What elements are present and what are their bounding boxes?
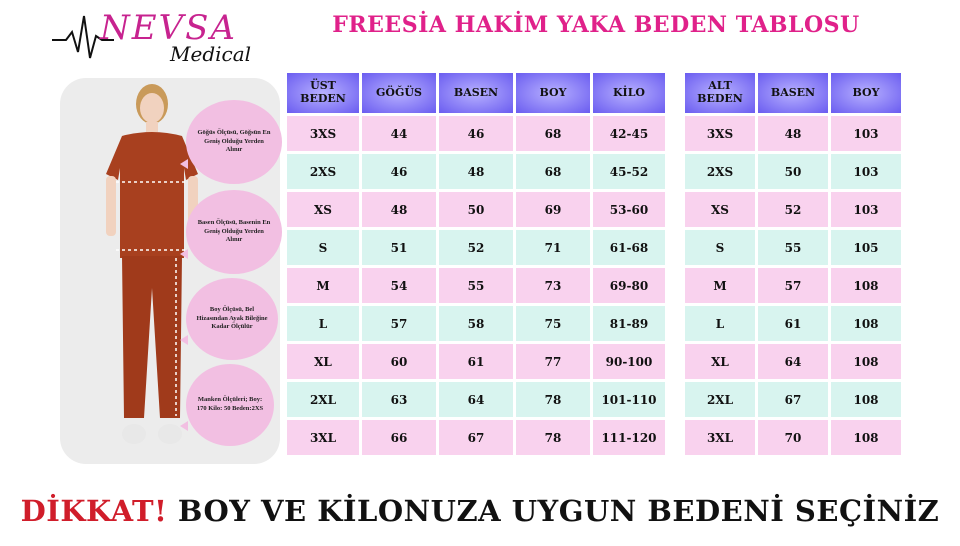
column-header: ÜST BEDEN	[287, 73, 359, 113]
table-row	[685, 154, 901, 189]
table-cell: 68	[516, 116, 590, 151]
table-row	[287, 268, 665, 303]
table-cell: 52	[758, 192, 828, 227]
lower-size-table	[682, 70, 904, 458]
table-cell: 64	[439, 382, 513, 417]
table-cell: 52	[439, 230, 513, 265]
table-row	[287, 116, 665, 151]
table-cell: 69	[516, 192, 590, 227]
table-row	[685, 420, 901, 455]
table-row	[287, 154, 665, 189]
table-row	[685, 192, 901, 227]
table-cell: 46	[362, 154, 436, 189]
table-cell: 67	[758, 382, 828, 417]
table-cell: 60	[362, 344, 436, 379]
table-cell: 50	[758, 154, 828, 189]
logo-brand-text: NEVSA	[100, 8, 237, 48]
table-cell: 58	[439, 306, 513, 341]
table-cell: 103	[831, 116, 901, 151]
table-cell: 45-52	[593, 154, 665, 189]
table-cell: 2XS	[287, 154, 359, 189]
page-title: FREESİA HAKİM YAKA BEDEN TABLOSU	[332, 12, 860, 38]
table-cell: XS	[287, 192, 359, 227]
column-header: ALT BEDEN	[685, 73, 755, 113]
table-cell: 108	[831, 268, 901, 303]
table-cell: 70	[758, 420, 828, 455]
table-cell: L	[287, 306, 359, 341]
table-cell: 61-68	[593, 230, 665, 265]
table-row	[287, 420, 665, 455]
table-cell: 48	[362, 192, 436, 227]
table-cell: 111-120	[593, 420, 665, 455]
chest-measure-bubble: Göğüs Ölçüsü, Göğsün En Geniş Olduğu Yerden Alınır	[186, 100, 282, 184]
nevsa-medical-logo	[52, 6, 252, 74]
table-cell: XL	[287, 344, 359, 379]
column-header: BASEN	[758, 73, 828, 113]
table-cell: 61	[758, 306, 828, 341]
table-header-row	[685, 73, 901, 113]
table-cell: 78	[516, 420, 590, 455]
table-cell: 3XS	[287, 116, 359, 151]
table-cell: 63	[362, 382, 436, 417]
table-cell: 64	[758, 344, 828, 379]
table-cell: 81-89	[593, 306, 665, 341]
footer-warning	[0, 494, 960, 528]
logo-sub-text: Medical	[170, 42, 252, 66]
table-row	[685, 344, 901, 379]
table-cell: 108	[831, 344, 901, 379]
table-row	[287, 382, 665, 417]
table-cell: 108	[831, 306, 901, 341]
table-cell: 50	[439, 192, 513, 227]
table-cell: 44	[362, 116, 436, 151]
table-cell: 51	[362, 230, 436, 265]
table-cell: S	[685, 230, 755, 265]
table-row	[685, 230, 901, 265]
upper-size-table	[284, 70, 668, 458]
table-cell: 55	[758, 230, 828, 265]
table-cell: 3XL	[287, 420, 359, 455]
table-cell: 103	[831, 192, 901, 227]
table-row	[287, 306, 665, 341]
table-cell: 75	[516, 306, 590, 341]
column-header: KİLO	[593, 73, 665, 113]
table-header-row	[287, 73, 665, 113]
warning-message: BOY VE KİLONUZA UYGUN BEDENİ SEÇİNİZ	[177, 494, 940, 528]
table-cell: 2XL	[685, 382, 755, 417]
table-cell: 71	[516, 230, 590, 265]
length-measure-bubble: Boy Ölçüsü, Bel Hizasından Ayak Bileğine Kadar Ölçülür	[186, 278, 278, 360]
table-cell: 73	[516, 268, 590, 303]
table-cell: 77	[516, 344, 590, 379]
table-row	[685, 116, 901, 151]
table-cell: 57	[362, 306, 436, 341]
table-cell: 68	[516, 154, 590, 189]
table-cell: 53-60	[593, 192, 665, 227]
hip-measure-bubble: Basen Ölçüsü, Basenin En Geniş Olduğu Yerden Alınır	[186, 190, 282, 274]
table-cell: L	[685, 306, 755, 341]
table-row	[685, 382, 901, 417]
table-cell: 61	[439, 344, 513, 379]
table-cell: 46	[439, 116, 513, 151]
table-cell: 105	[831, 230, 901, 265]
table-cell: 55	[439, 268, 513, 303]
table-cell: 57	[758, 268, 828, 303]
table-cell: XL	[685, 344, 755, 379]
column-header: GÖĞÜS	[362, 73, 436, 113]
table-cell: 3XS	[685, 116, 755, 151]
column-header: BOY	[831, 73, 901, 113]
table-cell: 90-100	[593, 344, 665, 379]
table-cell: 69-80	[593, 268, 665, 303]
table-cell: 54	[362, 268, 436, 303]
column-header: BASEN	[439, 73, 513, 113]
table-cell: 48	[758, 116, 828, 151]
model-measurements-bubble: Manken Ölçüleri; Boy: 170 Kilo: 50 Beden:2XS	[186, 364, 274, 446]
table-cell: 108	[831, 382, 901, 417]
table-cell: 101-110	[593, 382, 665, 417]
table-cell: M	[685, 268, 755, 303]
table-cell: 2XL	[287, 382, 359, 417]
table-cell: 108	[831, 420, 901, 455]
warning-label: DİKKAT!	[20, 494, 168, 528]
table-row	[685, 268, 901, 303]
table-cell: XS	[685, 192, 755, 227]
table-row	[287, 230, 665, 265]
table-cell: S	[287, 230, 359, 265]
table-cell: 66	[362, 420, 436, 455]
table-row	[685, 306, 901, 341]
table-cell: 3XL	[685, 420, 755, 455]
table-row	[287, 344, 665, 379]
table-cell: M	[287, 268, 359, 303]
table-cell: 67	[439, 420, 513, 455]
table-row	[287, 192, 665, 227]
table-cell: 42-45	[593, 116, 665, 151]
table-cell: 2XS	[685, 154, 755, 189]
table-cell: 48	[439, 154, 513, 189]
table-cell: 103	[831, 154, 901, 189]
column-header: BOY	[516, 73, 590, 113]
table-cell: 78	[516, 382, 590, 417]
